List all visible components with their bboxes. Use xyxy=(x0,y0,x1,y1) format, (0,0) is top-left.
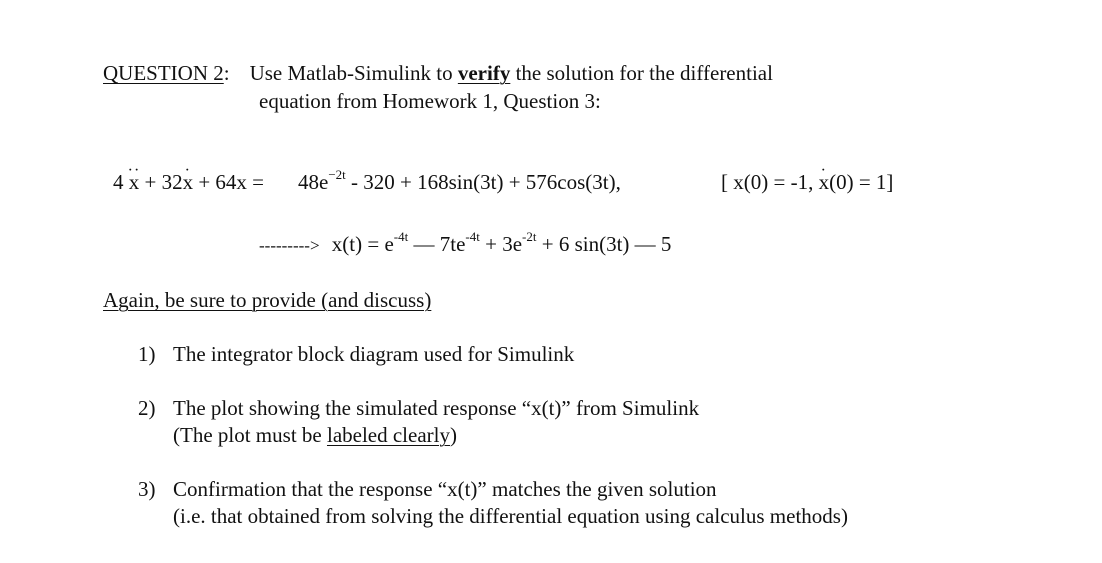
sol-exp-3: -2t xyxy=(522,229,537,244)
question-colon: : xyxy=(223,61,230,85)
question-line-2: equation from Homework 1, Question 3: xyxy=(259,89,601,113)
equation-rhs xyxy=(298,167,621,194)
sol-7te: — 7te xyxy=(408,232,466,256)
item-2-line-2 xyxy=(173,425,457,446)
solution-arrow: ---------> xyxy=(259,236,324,255)
item-1-num: 1) xyxy=(138,342,156,366)
verify-word: verify xyxy=(457,61,511,85)
rhs-exponent: −2t xyxy=(328,167,346,182)
sol-x-t-e: x(t) = e xyxy=(331,232,394,256)
rhs-rest: - 320 + 168sin(3t) + 576cos(3t), xyxy=(345,170,621,194)
item-3-text: Confirmation that the response “x(t)” matches the given solution xyxy=(173,477,717,501)
item-2-text: The plot showing the simulated response “x(t)” from Simulink xyxy=(173,396,700,420)
rhs-48e: 48e xyxy=(298,170,329,194)
sol-3e: + 3e xyxy=(479,232,523,256)
item-2-num: 2) xyxy=(138,396,156,420)
labeled-clearly: labeled clearly xyxy=(326,423,450,447)
sol-rest: + 6 sin(3t) — 5 xyxy=(536,232,672,256)
ic-part-a: [ x(0) = -1, xyxy=(721,170,819,194)
again-heading: Again, be sure to provide (and discuss) xyxy=(103,288,432,312)
eq-x-dot: x · xyxy=(183,172,194,193)
item-2-line2-a: (The plot must be xyxy=(173,423,327,447)
eq-term-64x: + 64x = xyxy=(193,170,265,194)
item-2-line2-b: ) xyxy=(450,423,457,447)
question-text-b: the solution for the differential xyxy=(510,61,773,85)
question-text-a: Use Matlab-Simulink to xyxy=(249,61,458,85)
differential-equation xyxy=(113,172,264,193)
sol-exp-1: -4t xyxy=(393,229,409,244)
ic-part-b: (0) = 1] xyxy=(829,170,894,194)
eq-plus-32: + 32 xyxy=(139,170,183,194)
eq-coef-4: 4 xyxy=(113,170,129,194)
given-solution xyxy=(259,229,672,256)
initial-conditions xyxy=(721,172,893,193)
question-line-1 xyxy=(103,63,773,84)
eq-x-double-dot: x ·· xyxy=(129,172,140,193)
item-3-line-2: (i.e. that obtained from solving the differential equation using calculus methods) xyxy=(173,504,848,528)
item-1-text: The integrator block diagram used for Simulink xyxy=(173,342,575,366)
item-3-num: 3) xyxy=(138,477,156,501)
ic-x-dot: x · xyxy=(819,172,830,193)
question-label: QUESTION 2 xyxy=(103,61,224,85)
sol-exp-2: -4t xyxy=(465,229,480,244)
